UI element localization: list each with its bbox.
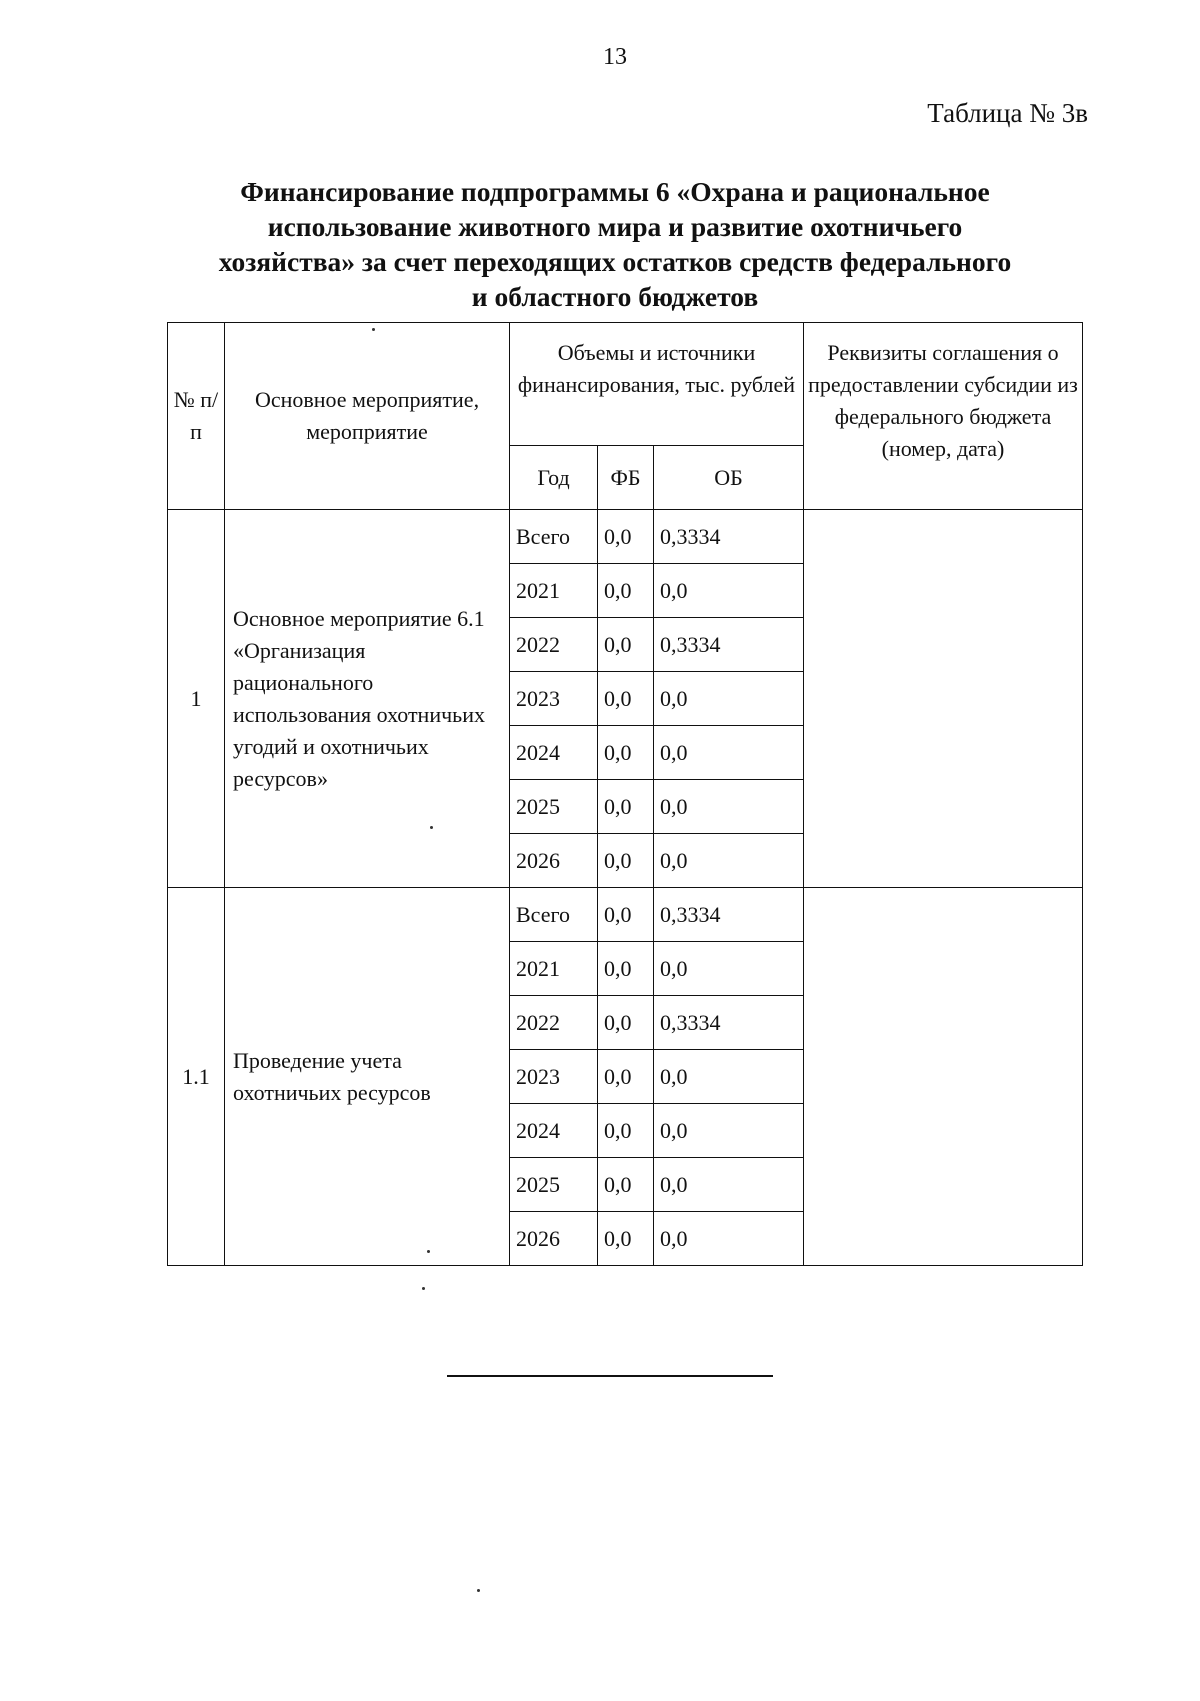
- cell-fb: 0,0: [598, 996, 654, 1050]
- cell-ob: 0,3334: [654, 510, 804, 564]
- cell-year: Всего: [510, 510, 598, 564]
- cell-fb: 0,0: [598, 672, 654, 726]
- cell-year: 2026: [510, 834, 598, 888]
- cell-ob: 0,0: [654, 834, 804, 888]
- scan-speck: [422, 1287, 425, 1290]
- cell-ob: 0,0: [654, 564, 804, 618]
- scan-speck: [477, 1589, 480, 1592]
- cell-fb: 0,0: [598, 1050, 654, 1104]
- document-title: [150, 174, 1080, 314]
- cell-ob: 0,3334: [654, 996, 804, 1050]
- scan-speck: [427, 1250, 430, 1253]
- agreement-cell: [804, 510, 1083, 888]
- header-year: Год: [510, 446, 598, 510]
- cell-fb: 0,0: [598, 888, 654, 942]
- table-row: [168, 510, 1083, 564]
- cell-fb: 0,0: [598, 1104, 654, 1158]
- agreement-cell: [804, 888, 1083, 1266]
- cell-ob: 0,0: [654, 1158, 804, 1212]
- cell-ob: 0,0: [654, 780, 804, 834]
- header-activity: Основное мероприятие, мероприятие: [225, 323, 510, 510]
- header-fb: ФБ: [598, 446, 654, 510]
- row-number: 1.1: [168, 888, 225, 1266]
- scan-speck: [372, 328, 375, 331]
- cell-year: 2022: [510, 618, 598, 672]
- header-num: № п/п: [168, 323, 225, 510]
- table-label: Таблица № 3в: [927, 98, 1088, 128]
- page-number: 13: [603, 44, 627, 70]
- cell-year: 2025: [510, 780, 598, 834]
- cell-fb: 0,0: [598, 1158, 654, 1212]
- cell-ob: 0,0: [654, 942, 804, 996]
- cell-year: 2022: [510, 996, 598, 1050]
- cell-fb: 0,0: [598, 618, 654, 672]
- cell-fb: 0,0: [598, 726, 654, 780]
- title-line: хозяйства» за счет переходящих остатков средств федерального: [218, 246, 1012, 277]
- cell-year: 2026: [510, 1212, 598, 1266]
- cell-fb: 0,0: [598, 834, 654, 888]
- cell-year: 2024: [510, 1104, 598, 1158]
- title-line: и областного бюджетов: [471, 281, 759, 312]
- cell-year: Всего: [510, 888, 598, 942]
- title-line: использование животного мира и развитие охотничьего: [267, 211, 963, 242]
- header-funding: Объемы и источники финансирования, тыс. рублей: [510, 323, 804, 446]
- closing-line: [447, 1375, 773, 1377]
- title-line: Финансирование подпрограммы 6 «Охрана и рациональное: [240, 176, 990, 207]
- cell-year: 2021: [510, 564, 598, 618]
- cell-ob: 0,0: [654, 1212, 804, 1266]
- header-ob: ОБ: [654, 446, 804, 510]
- cell-year: 2021: [510, 942, 598, 996]
- row-number: 1: [168, 510, 225, 888]
- cell-ob: 0,0: [654, 672, 804, 726]
- cell-ob: 0,0: [654, 1104, 804, 1158]
- cell-fb: 0,0: [598, 564, 654, 618]
- cell-ob: 0,0: [654, 1050, 804, 1104]
- cell-year: 2023: [510, 672, 598, 726]
- scan-speck: [430, 826, 433, 829]
- cell-ob: 0,0: [654, 726, 804, 780]
- cell-year: 2023: [510, 1050, 598, 1104]
- cell-fb: 0,0: [598, 1212, 654, 1266]
- header-agreement: Реквизиты соглашения о предоставлении субсидии из федерального бюджета (номер, дата): [804, 323, 1083, 510]
- cell-year: 2025: [510, 1158, 598, 1212]
- table-row: [168, 888, 1083, 942]
- cell-ob: 0,3334: [654, 888, 804, 942]
- cell-year: 2024: [510, 726, 598, 780]
- activity-name: Проведение учета охотничьих ресурсов: [225, 888, 510, 1266]
- cell-ob: 0,3334: [654, 618, 804, 672]
- activity-name: Основное мероприятие 6.1 «Организация рационального использования охотничьих угодий и охотничьих ресурсов»: [225, 510, 510, 888]
- cell-fb: 0,0: [598, 510, 654, 564]
- funding-table-body: [168, 510, 1083, 1266]
- cell-fb: 0,0: [598, 942, 654, 996]
- cell-fb: 0,0: [598, 780, 654, 834]
- funding-table: [167, 322, 1083, 1266]
